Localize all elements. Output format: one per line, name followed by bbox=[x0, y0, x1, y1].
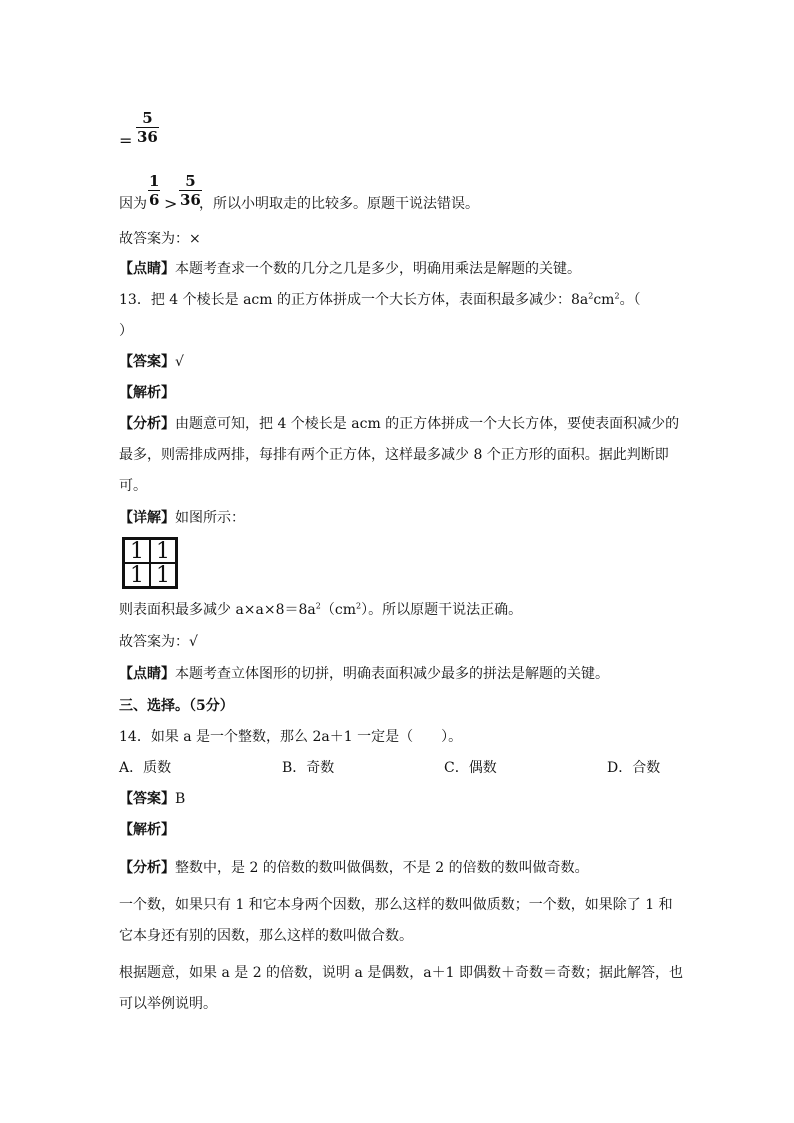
fraction-1-6 bbox=[148, 172, 160, 209]
detail-text: 如图所示： bbox=[175, 510, 245, 526]
detail-13 bbox=[119, 508, 245, 528]
fraction-5-36-top bbox=[136, 109, 159, 146]
reason-paragraph-line1: 根据题意，如果 a 是 2 的倍数，说明 a 是偶数，a＋1 即偶数＋奇数＝奇数；据此解答，也 bbox=[119, 965, 684, 981]
note-12 bbox=[119, 259, 581, 279]
option-d: D．合数 bbox=[607, 760, 661, 776]
calc-text-c: ）。所以原题干说法正确。 bbox=[361, 602, 523, 618]
section-heading-3: 三、选择。（5分） bbox=[119, 698, 234, 714]
question-14: 14．如果 a 是一个整数，那么 2a＋1 一定是（ ）。 bbox=[119, 729, 463, 745]
fraction-denominator: 6 bbox=[149, 191, 160, 209]
q13-text-c: 。（ bbox=[619, 292, 641, 308]
answer-tag: 【答案】 bbox=[119, 791, 175, 807]
question-13 bbox=[119, 290, 641, 310]
fenxi-13-line3: 可。 bbox=[119, 478, 147, 494]
note-text: 本题考查立体图形的切拼，明确表面积减少最多的拼法是解题的关键。 bbox=[175, 666, 609, 682]
fraction-numerator: 5 bbox=[142, 109, 153, 127]
question-13-close: ） bbox=[119, 323, 133, 339]
greater-than-sign: > bbox=[164, 194, 178, 213]
calc-text-b: （cm bbox=[320, 602, 356, 618]
fraction-numerator: 1 bbox=[149, 172, 160, 190]
answer-value: √ bbox=[175, 354, 184, 370]
calc-13 bbox=[119, 600, 522, 620]
fraction-numerator: 5 bbox=[185, 172, 196, 190]
superscript: 2 bbox=[355, 601, 362, 611]
cube-arrangement-grid bbox=[122, 537, 178, 589]
fraction-denominator: 36 bbox=[137, 128, 158, 146]
compare-suffix: ，所以小明取走的比较多。原题干说法错误。 bbox=[199, 196, 479, 212]
fenxi-14 bbox=[119, 858, 589, 878]
grid-cell: 1 bbox=[124, 563, 150, 587]
fraction-denominator: 36 bbox=[180, 191, 201, 209]
calc-text-a: 则表面积最多减少 a×a×8＝8a bbox=[119, 602, 316, 618]
detail-tag: 【详解】 bbox=[119, 510, 175, 526]
q13-text-a: 13．把 4 个棱长是 acm 的正方体拼成一个大长方体，表面积最多减少：8a bbox=[119, 292, 589, 308]
answer-value: B bbox=[175, 791, 186, 807]
grid-cell: 1 bbox=[150, 563, 176, 587]
option-c: C．偶数 bbox=[444, 760, 497, 776]
note-tag: 【点睛】 bbox=[119, 261, 175, 277]
answer-13 bbox=[119, 352, 184, 372]
prime-paragraph-line1: 一个数，如果只有 1 和它本身两个因数，那么这样的数叫做质数；一个数，如果除了 1 和 bbox=[119, 897, 673, 913]
reason-paragraph-line2: 可以举例说明。 bbox=[119, 996, 217, 1012]
fenxi-text: 由题意可知，把 4 个棱长是 acm 的正方体拼成一个大长方体，要使表面积减少的 bbox=[175, 416, 680, 432]
fenxi-tag: 【分析】 bbox=[119, 416, 175, 432]
prime-paragraph-line2: 它本身还有别的因数，那么这样的数叫做合数。 bbox=[119, 928, 413, 944]
q13-text-b: cm bbox=[593, 292, 615, 308]
option-b: B．奇数 bbox=[282, 760, 335, 776]
note-tag: 【点睛】 bbox=[119, 666, 175, 682]
superscript: 2 bbox=[588, 291, 594, 301]
option-a: A．质数 bbox=[119, 760, 172, 776]
answer-14 bbox=[119, 789, 185, 809]
fenxi-13-line1 bbox=[119, 414, 679, 434]
note-13 bbox=[119, 664, 609, 684]
compare-prefix: 因为 bbox=[119, 196, 147, 212]
answer-12: 故答案为：× bbox=[119, 231, 201, 247]
superscript: 2 bbox=[614, 291, 620, 301]
superscript: 2 bbox=[315, 601, 321, 611]
equals-sign: = bbox=[119, 131, 133, 150]
answer-tag: 【答案】 bbox=[119, 354, 175, 370]
analysis-13-heading: 【解析】 bbox=[119, 385, 175, 401]
note-text: 本题考查求一个数的几分之几是多少，明确用乘法是解题的关键。 bbox=[175, 261, 581, 277]
fenxi-13-line2: 最多，则需排成两排，每排有两个正方体，这样最多减少 8 个正方形的面积。据此判断即 bbox=[119, 447, 669, 463]
fenxi-text: 整数中，是 2 的倍数的数叫做偶数，不是 2 的倍数的数叫做奇数。 bbox=[175, 860, 589, 876]
analysis-14-heading: 【解析】 bbox=[119, 822, 175, 838]
grid-cell: 1 bbox=[150, 539, 176, 563]
grid-cell: 1 bbox=[124, 539, 150, 563]
answer-13b: 故答案为：√ bbox=[119, 634, 198, 650]
fenxi-tag: 【分析】 bbox=[119, 860, 175, 876]
